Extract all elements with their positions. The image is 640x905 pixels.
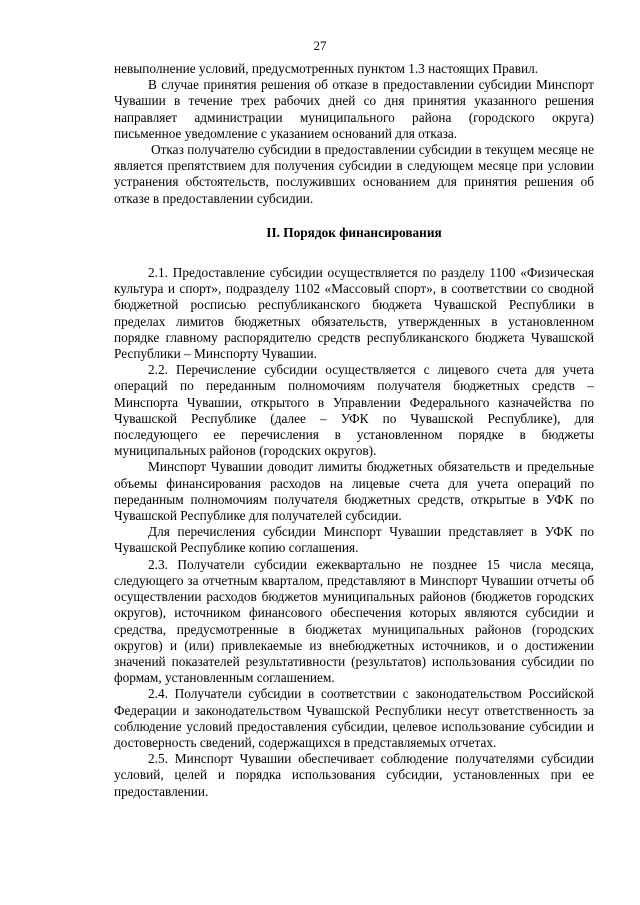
- paragraph-continuation: невыполнение условий, предусмотренных пунктом 1.3 настоящих Правил.: [114, 61, 539, 76]
- paragraph-refusal-notice: В случае принятия решения об отказе в предоставлении субсидии Минспорт Чувашии в течение трех рабочих дней со дня принятия указанного решения направляет администрации муниципального района (городского округа) письменное уведомление с указанием оснований для отказа.: [114, 77, 594, 141]
- paragraph-refusal-not-obstacle: Отказ получателю субсидии в предоставлении субсидии в текущем месяце не является препятствием для получения субсидии в следующем месяце при условии устранения обстоятельств, послуживших основанием для принятия решения об отказе в предоставлении субсидии.: [114, 142, 594, 206]
- paragraph-2-3: 2.3. Получатели субсидии ежеквартально не позднее 15 числа месяца, следующего за отчетным кварталом, представляют в Минспорт Чувашии отчеты об осуществлении расходов бюджетов муниципальных районов (бюджетов городских округов), источником финансового обеспечения которых являются субсидии и средства, предусмотренные в бюджетах муниципальных районов (городских округов) и (или) привлекаемые из внебюджетных источников, и о достижении значений показателей результативности (результатов) использования субсидии по формам, установленным соглашением.: [114, 556, 594, 686]
- section-heading: II. Порядок финансирования: [266, 224, 442, 240]
- paragraph-limits: Минспорт Чувашии доводит лимиты бюджетных обязательств и предельные объемы финансирования расходов на лицевые счета для учета операций по переданным полномочиям получателя бюджетных средств, открытые в УФК по Чувашской Республике для получателей субсидии.: [114, 459, 594, 524]
- paragraph-2-5: 2.5. Минспорт Чувашии обеспечивает соблюдение получателями субсидии условий, целей и порядка использования субсидии, установленных при ее предоставлении.: [114, 751, 594, 799]
- document-body: [114, 61, 594, 800]
- paragraph-2-4: 2.4. Получатели субсидии в соответствии с законодательством Российской Федерации и законодательством Чувашской Республики несут ответственность за соблюдение условий предоставления субсидии, целевое использование субсидии и достоверность сведений, содержащихся в представляемых отчетах.: [114, 686, 594, 750]
- paragraph-2-1: 2.1. Предоставление субсидии осуществляется по разделу 1100 «Физическая культура и спорт», подразделу 1102 «Массовый спорт», в соответствии со сводной бюджетной росписью республиканского бюджета Чувашской Республики в пределах лимитов бюджетных обязательств, утвержденных в установленном порядке главному распорядителю средств республиканского бюджета Чувашской Республики – Минспорту Чувашии.: [114, 265, 594, 362]
- paragraph-2-2: 2.2. Перечисление субсидии осуществляется с лицевого счета для учета операций по переданным полномочиям получателя бюджетных средств – Минспорта Чувашии, открытого в Управлении Федерального казначейства по Чувашской Республике (далее – УФК по Чувашской Республике), для последующего ее перечисления в установленном порядке в бюджеты муниципальных районов (городских округов).: [114, 362, 594, 459]
- page-number: 27: [313, 38, 327, 53]
- paragraph-agreement-copy: Для перечисления субсидии Минспорт Чувашии представляет в УФК по Чувашской Республике копию соглашения.: [114, 524, 594, 556]
